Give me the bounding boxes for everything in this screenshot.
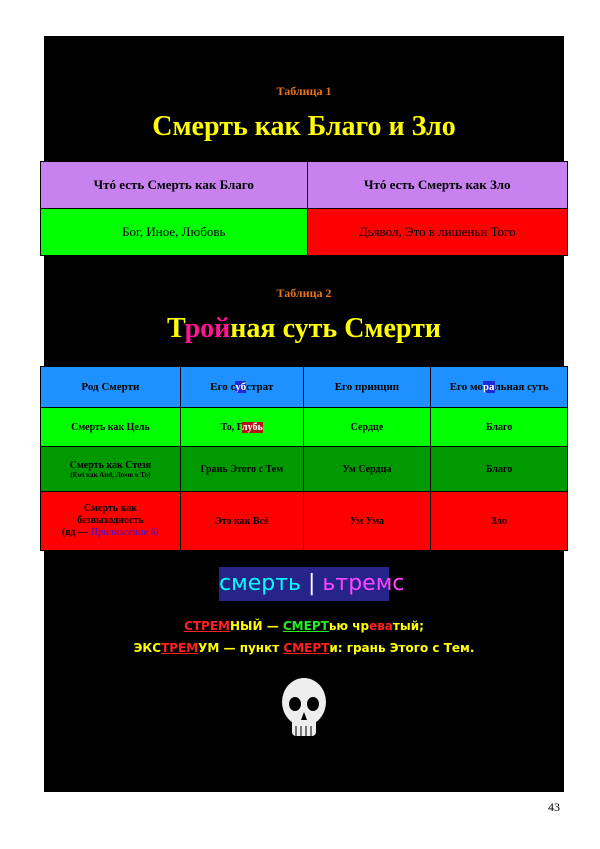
table2: [40, 366, 568, 551]
hdr-sub-a: Его с: [210, 381, 236, 393]
l2-a: ЭКС: [133, 641, 162, 655]
table2-row1-kind: Смерть как Цель: [41, 408, 181, 447]
row1-sub-a: То, Г: [220, 421, 243, 433]
table2-row3-substrate: Это как Всё: [180, 492, 303, 551]
l2-b: ТРЕМ: [161, 641, 199, 655]
table1-title: Смерть как Благо и Зло: [152, 111, 456, 142]
l1-a: СТРЕМ: [184, 619, 230, 633]
hdr-moral-c: льная суть: [494, 381, 549, 393]
row2-kind-main: Смерть как Стезя: [69, 459, 152, 471]
table2-header-moral: [431, 367, 568, 408]
hdr-moral-a: Его мо: [449, 381, 483, 393]
table2-row3-moral: Зло: [431, 492, 568, 551]
l2-c: УМ — пункт: [198, 641, 284, 655]
l2-d: СМЕРТ: [283, 641, 330, 655]
table2-row1-principle: Сердце: [303, 408, 431, 447]
table2-row2-kind: [41, 447, 181, 492]
table2-row1-substrate: [180, 408, 303, 447]
row1-sub-b: лубь: [242, 421, 263, 433]
row3-kind-a: Смерть как: [83, 503, 137, 514]
verse-line-1: [44, 619, 564, 633]
hdr-sub-b: уб: [235, 381, 247, 393]
table2-row2-substrate: Грань Этого с Тем: [180, 447, 303, 492]
page-number: 43: [548, 800, 560, 814]
wordplay-separator: |: [307, 571, 316, 596]
table1-header-evil: Чтó есть Смерть как Зло: [307, 162, 568, 209]
l1-b: НЫЙ —: [230, 619, 283, 633]
l1-c: СМЕРТ: [282, 619, 329, 633]
l2-e: и: грань Этого с Тем.: [329, 641, 475, 655]
title-part-roy: рой: [184, 313, 231, 344]
table2-row3-kind: [41, 492, 181, 551]
l1-e: ева: [369, 619, 393, 633]
table1-cell-good: Бог, Иное, Любовь: [41, 209, 308, 256]
verse-line-2: [44, 641, 564, 655]
table1: [40, 161, 568, 256]
table2-row3-principle: Ум Ума: [303, 492, 431, 551]
table2-row2-moral: Благо: [431, 447, 568, 492]
title-part-t: Т: [166, 313, 185, 344]
table2-title: [44, 313, 564, 345]
table2-caption: Таблица 2: [276, 286, 332, 300]
table2-header-principle: Его принцип: [303, 367, 431, 408]
l1-f: тый;: [392, 619, 424, 633]
table2-header-substrate: [180, 367, 303, 408]
table2-row1-moral: Благо: [431, 408, 568, 447]
row3-kind-d: Приложение 6): [90, 527, 159, 538]
row3-kind-c: (вд —: [61, 527, 88, 538]
wordplay-left: смерть: [219, 571, 301, 596]
black-page-area: [44, 36, 564, 792]
table1-header-good: Чтó есть Смерть как Благо: [41, 162, 308, 209]
hdr-moral-b: ра: [482, 381, 495, 393]
table1-cell-evil: Дьявол, Это в лишеньи Того: [307, 209, 568, 256]
skull-icon: [274, 674, 334, 744]
wordplay-right: ьтремс: [322, 571, 405, 596]
row2-kind-sub: (Ewi как And, Ло»ю в То): [70, 470, 151, 479]
row3-kind-b: безвыходность: [77, 515, 144, 526]
table2-header-kind: Род Смерти: [41, 367, 181, 408]
table1-caption: Таблица 1: [276, 84, 332, 98]
title-part-rest: ная суть Смерти: [230, 313, 442, 344]
l1-d: ью чр: [328, 619, 370, 633]
hdr-sub-c: страт: [246, 381, 274, 393]
table2-row2-principle: Ум Сердца: [303, 447, 431, 492]
wordplay-box: [219, 567, 405, 601]
